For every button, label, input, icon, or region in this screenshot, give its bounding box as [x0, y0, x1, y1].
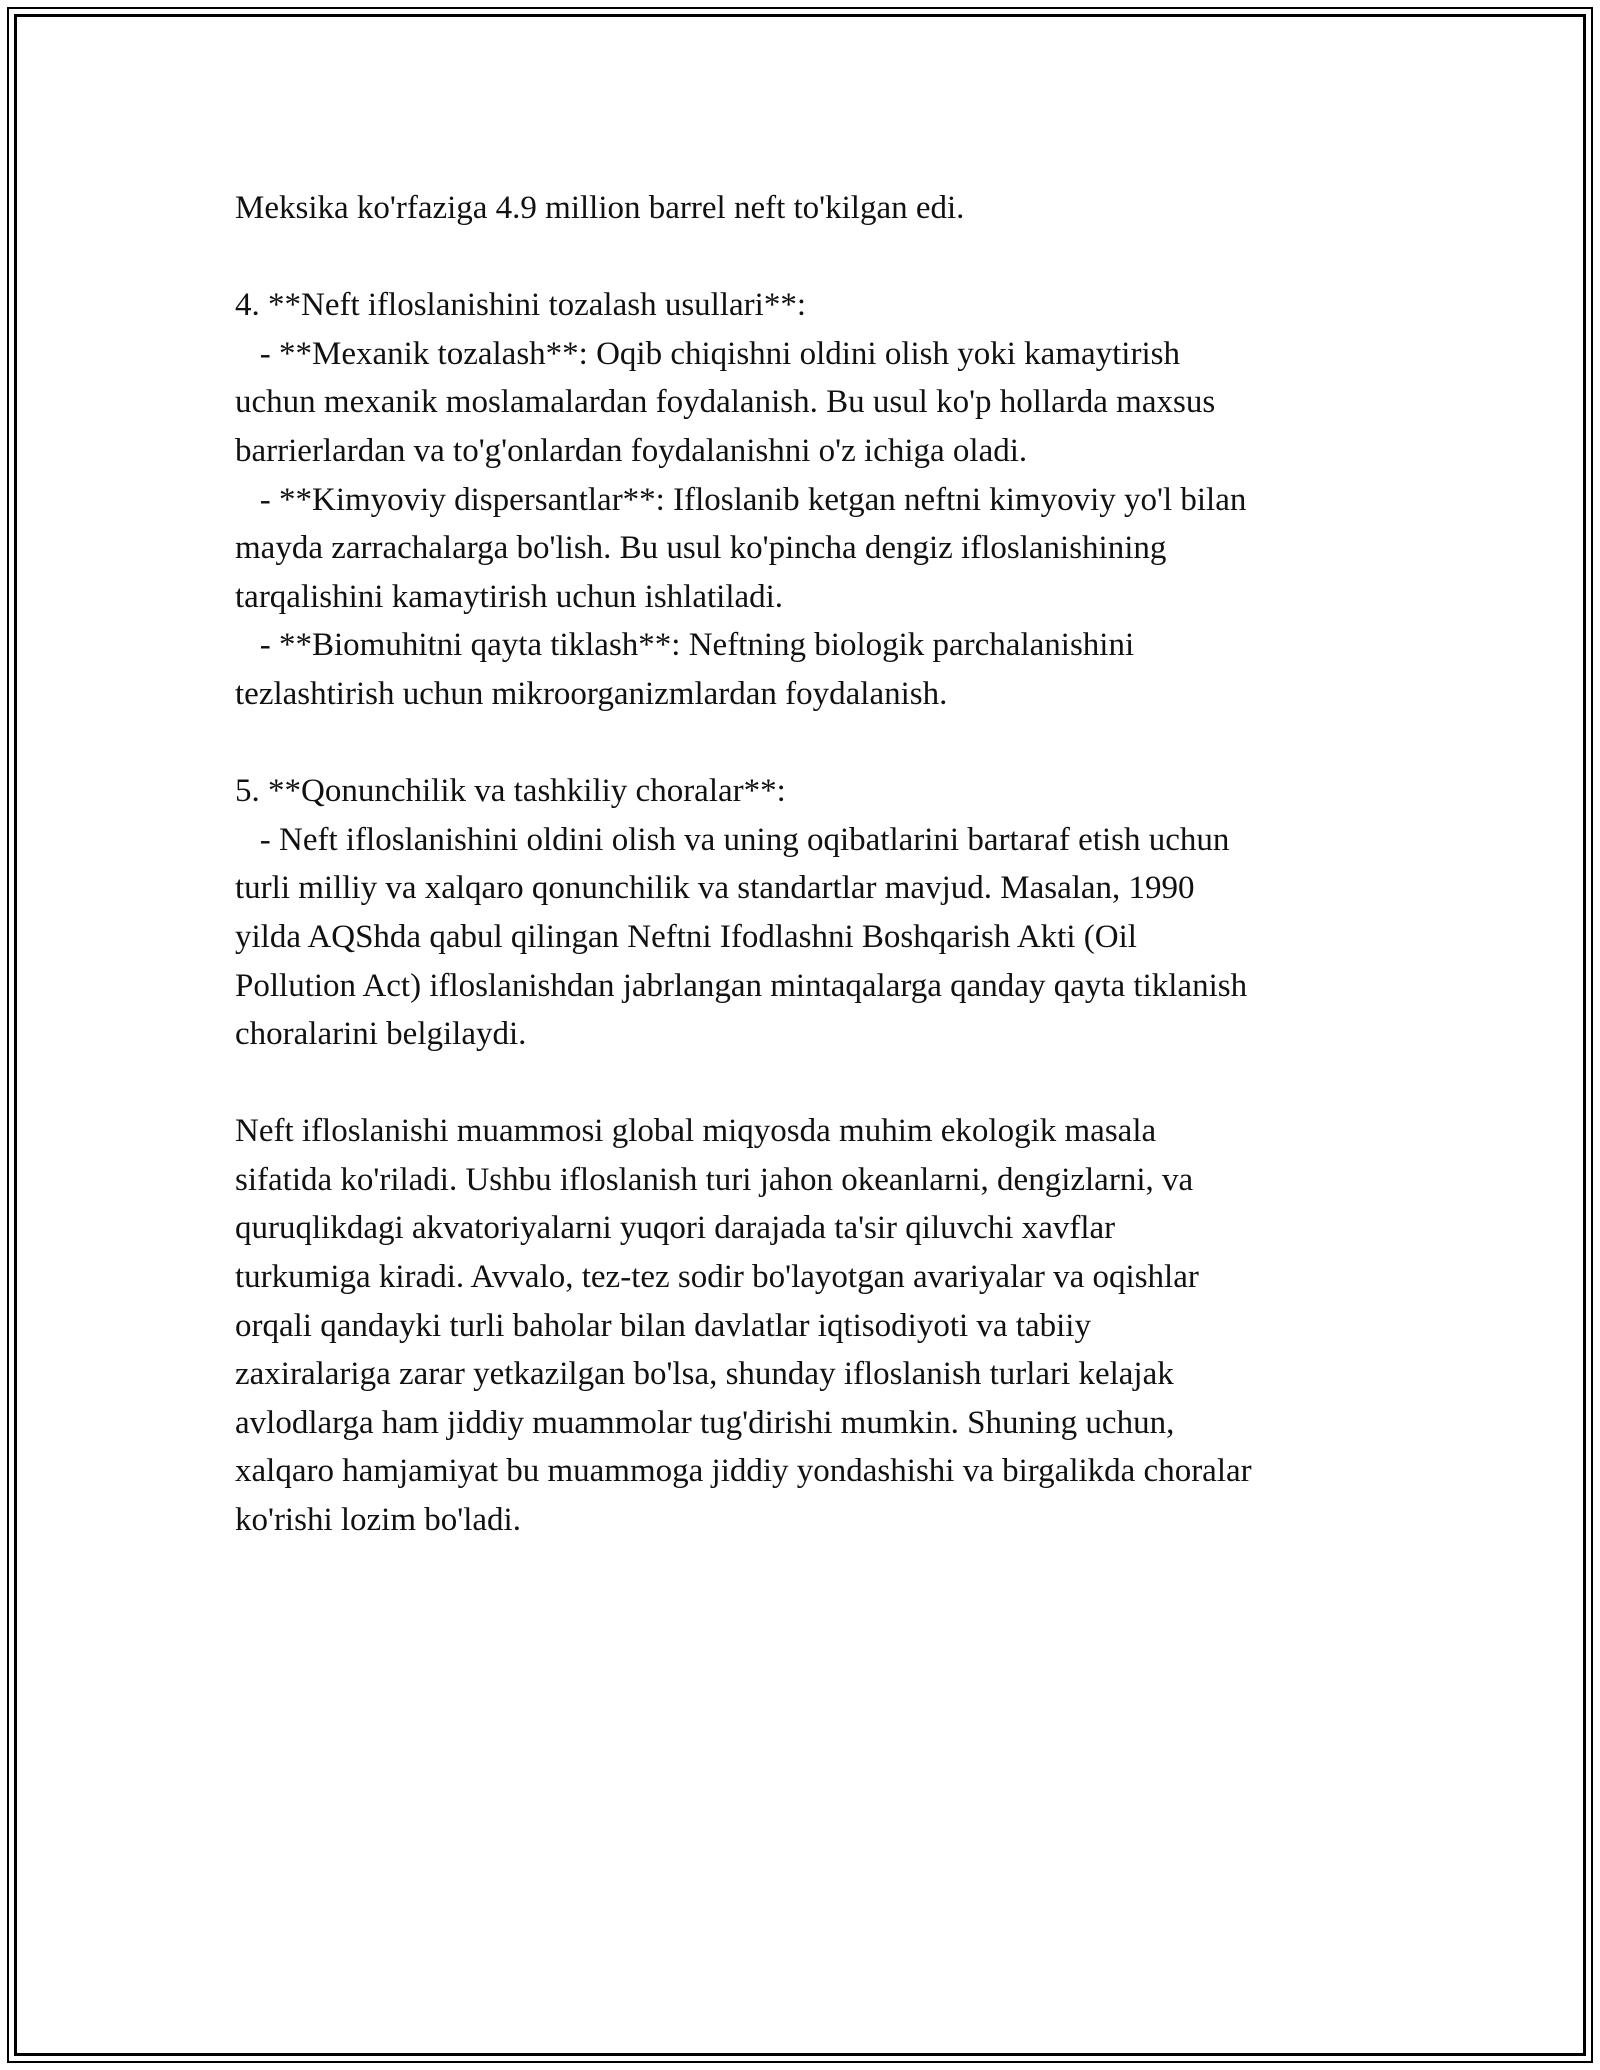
text-line: - **Biomuhitni qayta tiklash**: Neftning biologik parchalanishini	[235, 627, 1135, 664]
text-line: sifatida ko'riladi. Ushbu ifloslanish turi jahon okeanlarni, dengizlarni, va	[235, 1161, 1194, 1198]
section-heading: 4. **Neft ifloslanishini tozalash usullari**:	[235, 287, 806, 324]
text-line: xalqaro hamjamiyat bu muammoga jiddiy yondashishi va birgalikda choralar	[235, 1453, 1252, 1490]
blank-line	[235, 1059, 1395, 1108]
text-line: turkumiga kiradi. Avvalo, tez-tez sodir bo'layotgan avariyalar va oqishlar	[235, 1259, 1199, 1296]
text-line: yilda AQShda qabul qilingan Neftni Ifodlashni Boshqarish Akti (Oil	[235, 918, 1137, 955]
text-line: Pollution Act) ifloslanishdan jabrlangan mintaqalarga qanday qayta tiklanish	[235, 967, 1248, 1004]
text-line: uchun mexanik moslamalardan foydalanish. Bu usul ko'p hollarda maxsus	[235, 384, 1216, 421]
text-line: zaxiralariga zarar yetkazilgan bo'lsa, shunday ifloslanish turlari kelajak	[235, 1356, 1174, 1393]
text-line: barrierlardan va to'g'onlardan foydalanishni o'z ichiga oladi.	[235, 432, 1028, 469]
text-line: - **Mexanik tozalash**: Oqib chiqishni oldini olish yoki kamaytirish	[235, 335, 1180, 372]
blank-line	[235, 233, 1395, 282]
text-line: choralarini belgilaydi.	[235, 1016, 527, 1053]
text-line: - **Kimyoviy dispersantlar**: Ifloslanib ketgan neftni kimyoviy yo'l bilan	[235, 481, 1247, 518]
text-line: ko'rishi lozim bo'ladi.	[235, 1502, 521, 1539]
document-body	[235, 184, 1395, 1545]
text-line: orqali qandayki turli baholar bilan davlatlar iqtisodiyoti va tabiiy	[235, 1307, 1091, 1344]
text-line: - Neft ifloslanishini oldini olish va uning oqibatlarini bartaraf etish uchun	[235, 821, 1230, 858]
text-line: avlodlarga ham jiddiy muammolar tug'dirishi mumkin. Shuning uchun,	[235, 1404, 1175, 1441]
text-line: Meksika ko'rfaziga 4.9 million barrel neft to'kilgan edi.	[235, 190, 965, 226]
text-line: turli milliy va xalqaro qonunchilik va standartlar mavjud. Masalan, 1990	[235, 870, 1195, 907]
blank-line	[235, 719, 1395, 768]
text-line: quruqlikdagi akvatoriyalarni yuqori darajada ta'sir qiluvchi xavflar	[235, 1210, 1116, 1247]
text-line: tezlashtirish uchun mikroorganizmlardan foydalanish.	[235, 675, 948, 712]
section-heading: 5. **Qonunchilik va tashkiliy choralar**:	[235, 773, 786, 810]
text-line: Neft ifloslanishi muammosi global miqyosda muhim ekologik masala	[235, 1113, 1157, 1150]
text-line: mayda zarrachalarga bo'lish. Bu usul ko'pincha dengiz ifloslanishining	[235, 530, 1167, 567]
text-line: tarqalishini kamaytirish uchun ishlatiladi.	[235, 578, 784, 615]
